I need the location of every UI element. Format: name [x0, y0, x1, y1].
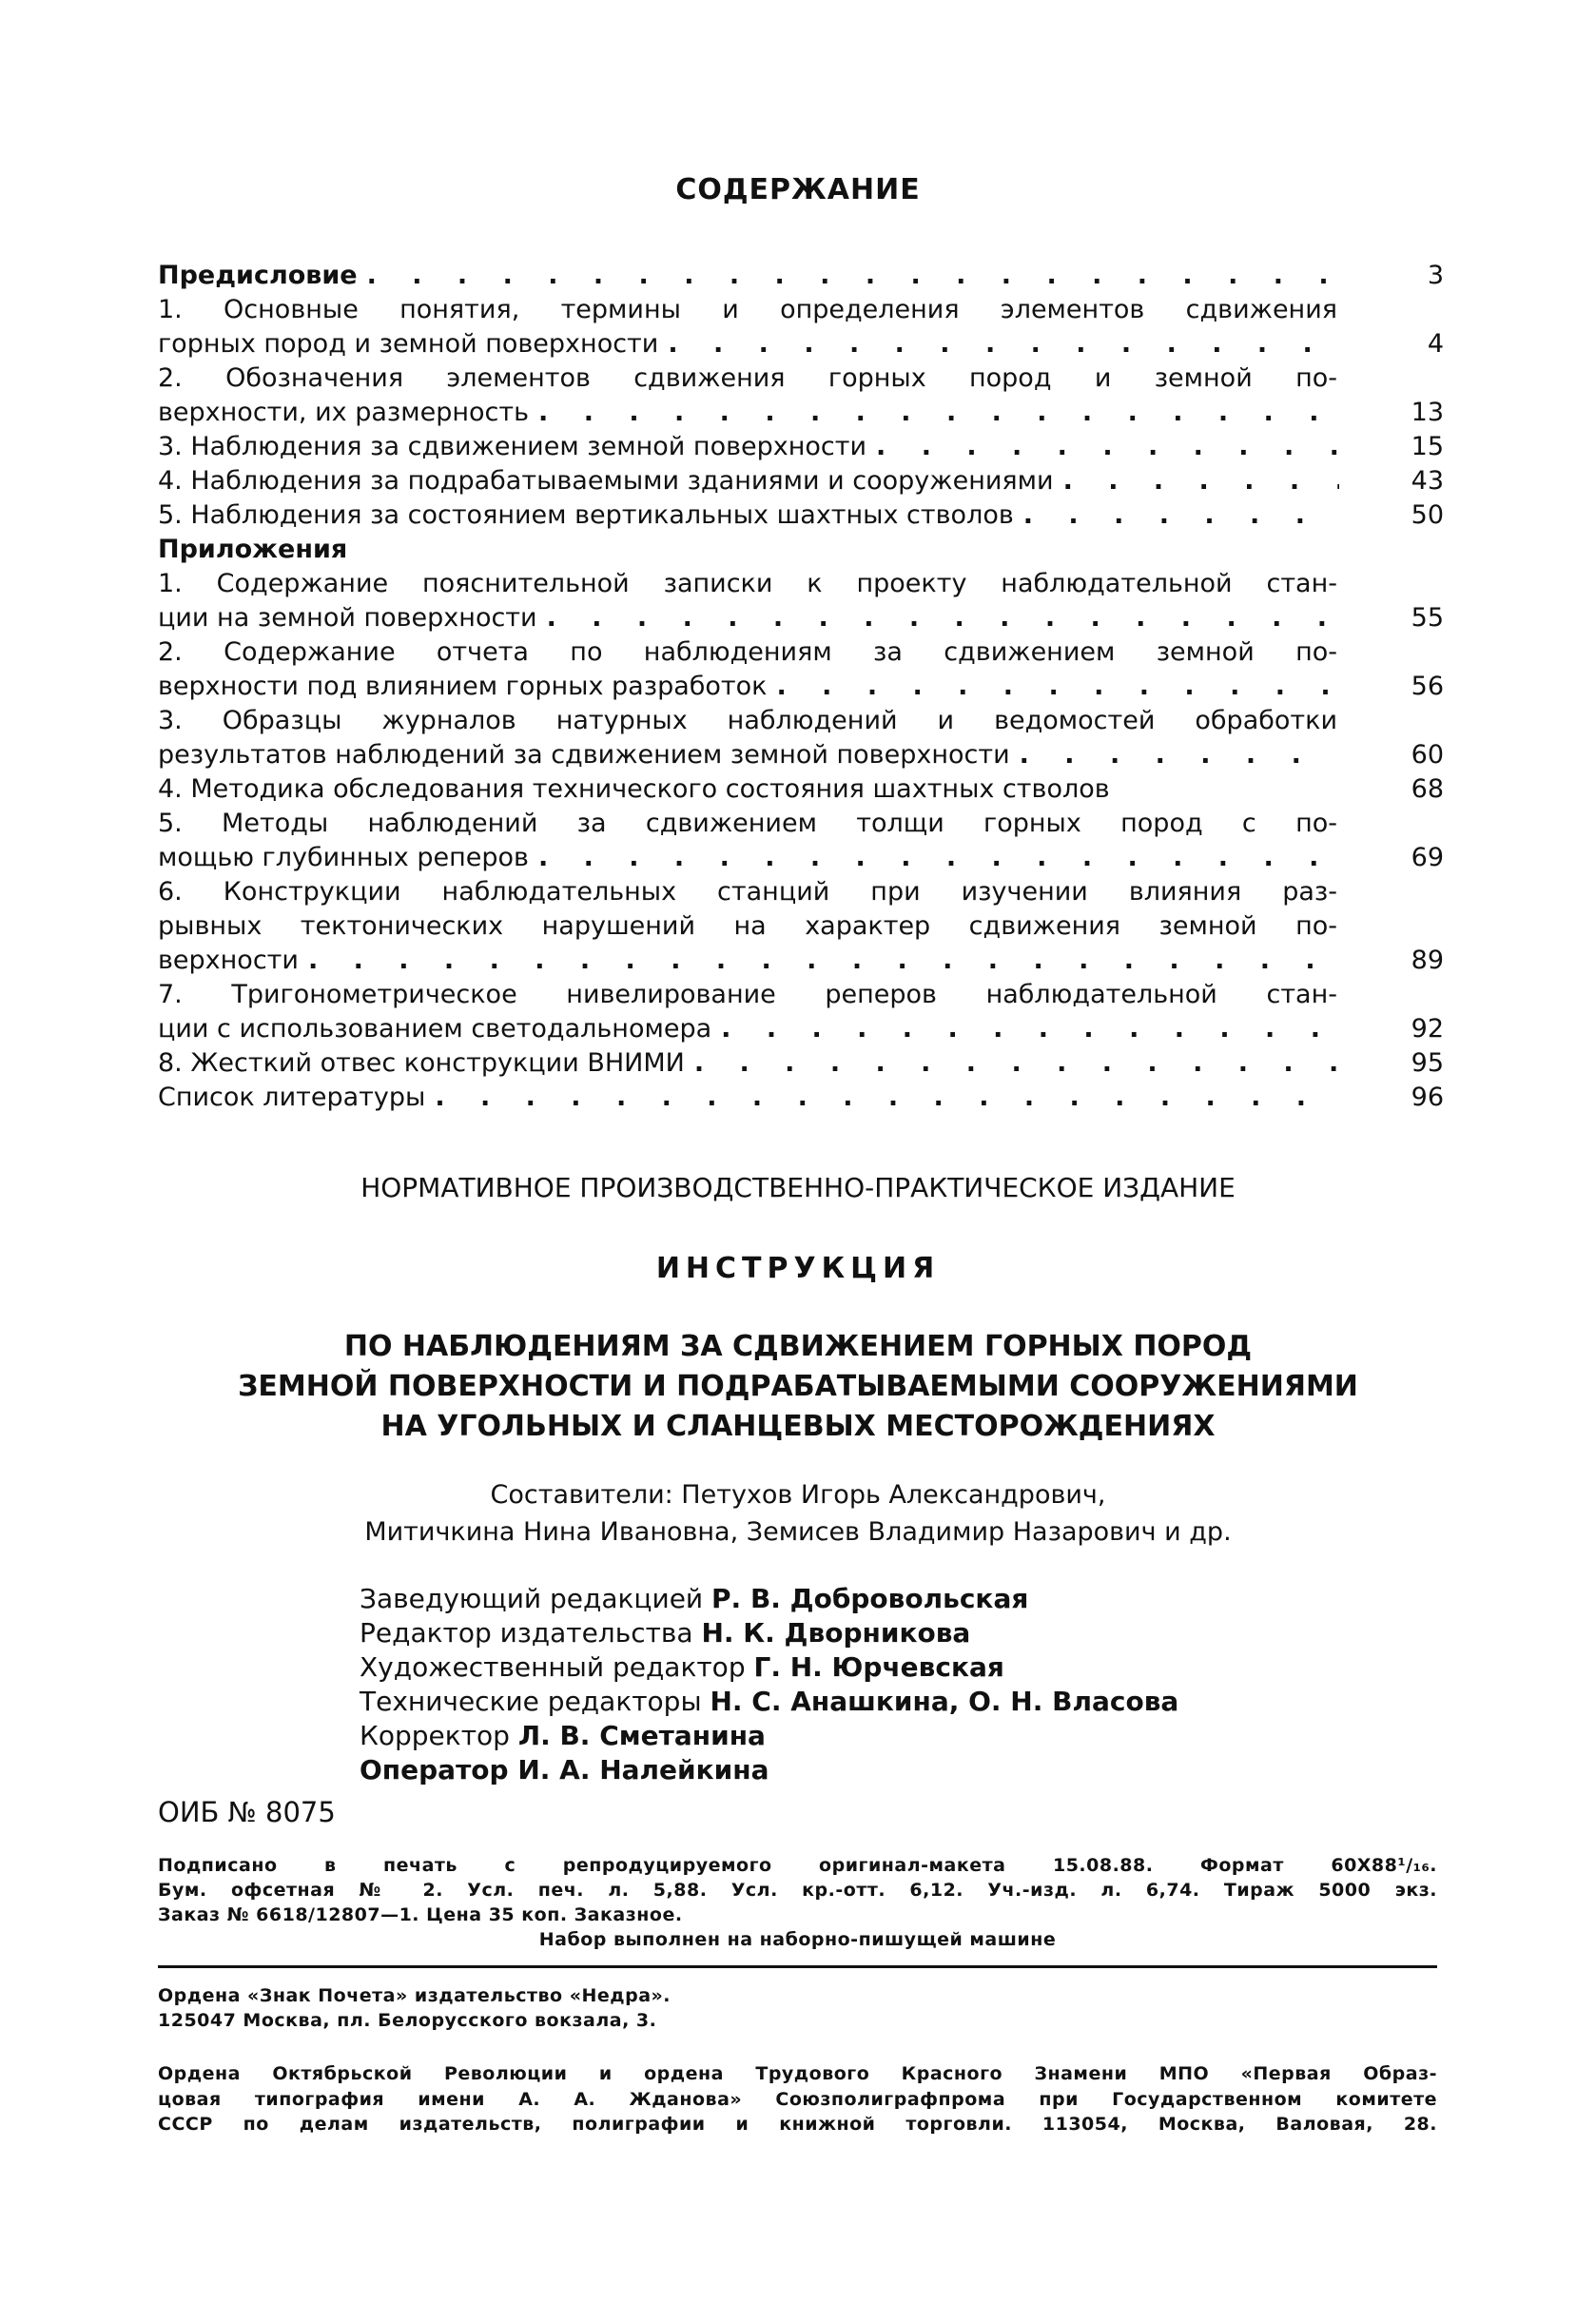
dot-leader	[299, 944, 1339, 978]
dot-leader	[768, 670, 1340, 704]
editor-role: Корректор	[360, 1720, 510, 1751]
editor-credit	[360, 1720, 766, 1751]
dot-leader	[711, 1012, 1339, 1046]
editor-role: Технические редакторы	[360, 1686, 702, 1717]
toc-page-number: 4	[1427, 329, 1444, 359]
imprint-line: Набор выполнен на наборно-пишущей машине	[538, 1929, 1057, 1950]
toc-entry-text: 2. Содержание отчета по наблюдениям за сдвижением земной по-	[158, 637, 1337, 667]
toc-page-number: 50	[1411, 500, 1444, 530]
toc-page-number: 92	[1411, 1014, 1444, 1044]
dot-leader	[685, 1046, 1339, 1081]
dot-leader	[658, 327, 1339, 361]
toc-entry-line	[158, 533, 1444, 567]
toc-entry-text: 4. Наблюдения за подрабатываемыми зданиями и сооружениями	[158, 466, 1054, 496]
editor-name: Н. К. Дворникова	[701, 1617, 971, 1649]
toc-entry-line	[158, 259, 1444, 293]
toc-page-number: 69	[1411, 843, 1444, 872]
document-subtitle-line: ПО НАБЛЮДЕНИЯМ ЗА СДВИЖЕНИЕМ ГОРНЫХ ПОРОД	[343, 1330, 1253, 1363]
toc-entry-line	[158, 464, 1444, 498]
editor-name: И. А. Налейкина	[517, 1754, 769, 1786]
toc-entry-line	[158, 567, 1444, 601]
dot-leader	[529, 841, 1339, 875]
toc-page-number: 55	[1411, 603, 1444, 633]
dot-leader	[866, 430, 1339, 464]
compilers-line: Митичкина Нина Ивановна, Земисев Владимир Назарович и др.	[364, 1517, 1232, 1547]
toc-entry-text: верхности	[158, 946, 299, 975]
edition-type: НОРМАТИВНОЕ ПРОИЗВОДСТВЕННО-ПРАКТИЧЕСКОЕ ИЗДАНИЕ	[360, 1172, 1236, 1203]
toc-entry-line	[158, 498, 1444, 533]
publisher-line: 125047 Москва, пл. Белорусского вокзала, 3.	[158, 2010, 657, 2031]
toc-entry-text: 6. Конструкции наблюдательных станций при изучении влияния раз-	[158, 877, 1337, 907]
toc-entry-text: рывных тектонических нарушений на характер сдвижения земной по-	[158, 911, 1337, 941]
editor-credit	[360, 1583, 1028, 1614]
toc-entry-text: 3. Наблюдения за сдвижением земной поверхности	[158, 432, 867, 461]
imprint-line: Подписано в печать с репродуцируемого оригинал-макета 15.08.88. Формат 60Х88¹/₁₆.	[158, 1855, 1437, 1876]
toc-page-number: 89	[1411, 946, 1444, 975]
toc-page-number: 56	[1411, 672, 1444, 701]
publisher-line: Ордена «Знак Почета» издательство «Недра».	[158, 1985, 671, 2006]
editor-name: Н. С. Анашкина, О. Н. Власова	[710, 1686, 1179, 1717]
dot-leader	[1010, 738, 1339, 772]
toc-entry-line	[158, 396, 1444, 430]
toc-entry-line	[158, 875, 1444, 909]
editor-role: Заведующий редакцией	[360, 1583, 704, 1614]
toc-page-number: 96	[1411, 1083, 1444, 1112]
toc-entry-text: 5. Наблюдения за состоянием вертикальных шахтных стволов	[158, 500, 1014, 530]
toc-entry-line	[158, 430, 1444, 464]
toc-entry-line	[158, 1046, 1444, 1081]
toc-page-number: 15	[1411, 432, 1444, 461]
dot-leader	[358, 259, 1339, 293]
toc-entry-text: 2. Обозначения элементов сдвижения горных пород и земной по-	[158, 363, 1337, 393]
toc-entry-text: 4. Методика обследования технического состояния шахтных стволов	[158, 774, 1110, 804]
toc-entry-text: 1. Основные понятия, термины и определения элементов сдвижения	[158, 295, 1337, 324]
editor-role: Художественный редактор	[360, 1651, 746, 1683]
oib-number: ОИБ № 8075	[158, 1796, 336, 1828]
dot-leader	[425, 1081, 1339, 1115]
contents-title: СОДЕРЖАНИЕ	[675, 173, 921, 206]
toc-entry-line	[158, 670, 1444, 704]
toc-entry-line	[158, 807, 1444, 841]
toc-entry-line	[158, 978, 1444, 1012]
toc-entry-text: ции на земной поверхности	[158, 603, 537, 633]
toc-entry-text: Приложения	[158, 535, 348, 564]
toc-entry-text: мощью глубинных реперов	[158, 843, 529, 872]
toc-entry-line	[158, 909, 1444, 944]
toc-entry-line	[158, 635, 1444, 670]
toc-entry-line	[158, 601, 1444, 635]
editor-credit	[360, 1754, 769, 1786]
toc-entry-text: горных пород и земной поверхности	[158, 329, 659, 359]
toc-entry-text: 7. Тригонометрическое нивелирование реперов наблюдательной стан-	[158, 980, 1337, 1009]
toc-entry-line	[158, 772, 1444, 807]
document-subtitle-line: ЗЕМНОЙ ПОВЕРХНОСТИ И ПОДРАБАТЫВАЕМЫМИ СООРУЖЕНИЯМИ	[238, 1370, 1358, 1403]
toc-entry-line	[158, 1081, 1444, 1115]
toc-entry-text: Предисловие	[158, 261, 358, 290]
toc-entry-line	[158, 841, 1444, 875]
toc-entry-text: результатов наблюдений за сдвижением земной поверхности	[158, 740, 1010, 770]
printer-line: Ордена Октябрьской Революции и ордена Трудового Красного Знамени МПО «Первая Образ-	[158, 2063, 1437, 2084]
document-title: ИНСТРУКЦИЯ	[655, 1252, 941, 1285]
editor-credit	[360, 1686, 1178, 1717]
dot-leader	[1014, 498, 1339, 533]
toc-entry-text: верхности под влиянием горных разработок	[158, 672, 768, 701]
toc-entry-line	[158, 1012, 1444, 1046]
divider	[158, 1965, 1437, 1968]
editor-name: Р. В. Добровольская	[711, 1583, 1029, 1614]
dot-leader	[537, 601, 1339, 635]
printer-line: цовая типография имени А. А. Жданова» Союзполиграфпрома при Государственном комитете	[158, 2089, 1437, 2110]
imprint-line: Заказ № 6618/12807—1. Цена 35 коп. Заказное.	[158, 1904, 683, 1925]
toc-page-number: 60	[1411, 740, 1444, 770]
toc-entry-line	[158, 738, 1444, 772]
toc-page-number: 95	[1411, 1048, 1444, 1078]
dot-leader	[529, 396, 1339, 430]
compilers-line: Составители: Петухов Игорь Александрович,	[490, 1480, 1106, 1510]
imprint-line: Бум. офсетная № 2. Усл. печ. л. 5,88. Усл. кр.-отт. 6,12. Уч.-изд. л. 6,74. Тираж 5000 экз.	[158, 1880, 1437, 1901]
editor-role: Оператор	[360, 1754, 509, 1786]
editor-credit	[360, 1617, 970, 1649]
toc-entry-text: верхности, их размерность	[158, 398, 530, 427]
toc-page-number: 43	[1411, 466, 1444, 496]
table-of-contents	[158, 259, 1444, 1115]
printer-line: СССР по делам издательств, полиграфии и книжной торговли. 113054, Москва, Валовая, 28.	[158, 2114, 1437, 2135]
toc-entry-text: Список литературы	[158, 1083, 426, 1112]
toc-entry-line	[158, 704, 1444, 738]
toc-entry-line	[158, 361, 1444, 396]
editor-name: Л. В. Сметанина	[517, 1720, 766, 1751]
toc-entry-text: 5. Методы наблюдений за сдвижением толщи горных пород с по-	[158, 809, 1337, 838]
toc-entry-text: ции с использованием светодальномера	[158, 1014, 712, 1044]
toc-entry-line	[158, 293, 1444, 327]
toc-entry-text: 1. Содержание пояснительной записки к проекту наблюдательной стан-	[158, 569, 1337, 598]
toc-page-number	[347, 533, 452, 567]
editor-role: Редактор издательства	[360, 1617, 693, 1649]
editor-credit	[360, 1651, 1004, 1683]
toc-entry-line	[158, 327, 1444, 361]
dot-leader	[1054, 464, 1339, 498]
toc-page-number: 68	[1411, 774, 1444, 804]
toc-entry-text: 3. Образцы журналов натурных наблюдений и ведомостей обработки	[158, 706, 1337, 735]
toc-entry-text: 8. Жесткий отвес конструкции ВНИМИ	[158, 1048, 685, 1078]
editor-name: Г. Н. Юрчевская	[753, 1651, 1004, 1683]
toc-entry-line	[158, 944, 1444, 978]
document-subtitle-line: НА УГОЛЬНЫХ И СЛАНЦЕВЫХ МЕСТОРОЖДЕНИЯХ	[380, 1410, 1216, 1443]
toc-page-number: 13	[1411, 398, 1444, 427]
toc-page-number: 3	[1427, 261, 1444, 290]
